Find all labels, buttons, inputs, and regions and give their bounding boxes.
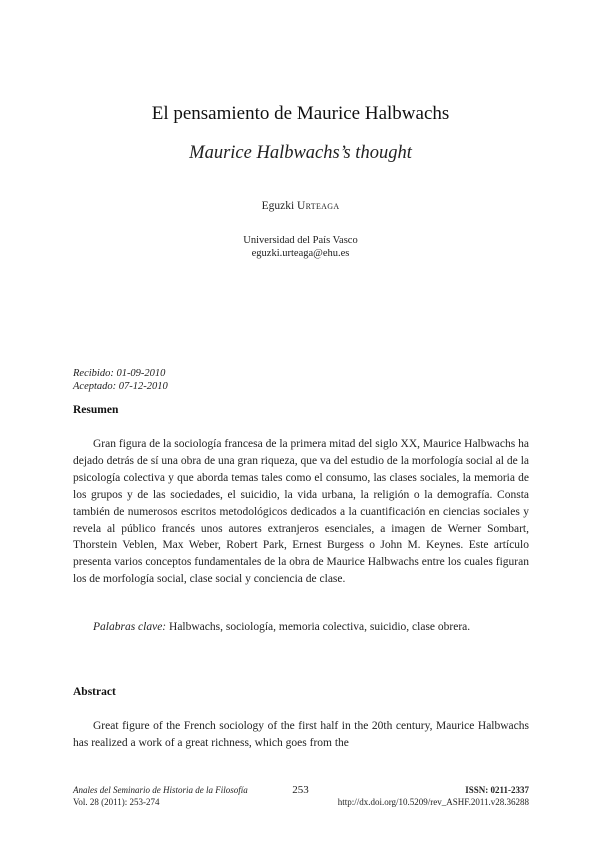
resumen-body: Gran figura de la sociología francesa de la primera mitad del siglo XX, Maurice Halbwachs ha dejado detrás de sí una obra de una gran riqueza, que va del estudio de la morfología social al de la psicología colectiva y que aborda temas tales como el consumo, las clases sociales, la memoria de los grupos y de las sociedades, el suicidio, la vida urbana, la religión o la demografía. Consta también de numerosos escritos metodológicos dedicados a la cuantificación en ciencias sociales y revela al público francés unos autores extranjeros esenciales, a imagen de Werner Sombart, Thorstein Veblen, Max Weber, Robert Park, Ernest Burgess o John M. Keynes. Este artículo presenta varios conceptos fundamentales de la obra de Maurice Halbwachs entre los cuales figuran los de morfología social, clase social y conciencia de clase. (73, 438, 529, 586)
received-date: Recibido: 01-09-2010 (73, 368, 166, 379)
abstract-heading: Abstract (73, 686, 116, 698)
author-first-name: Eguzki (261, 200, 295, 212)
affiliation: Universidad del País Vasco (243, 235, 358, 246)
article-title: El pensamiento de Maurice Halbwachs (151, 102, 450, 124)
keywords-list: Halbwachs, sociología, memoria colectiva, suicidio, clase obrera. (169, 621, 471, 633)
resumen-heading: Resumen (73, 404, 119, 416)
author-email[interactable]: eguzki.urteaga@ehu.es (251, 248, 350, 259)
article-subtitle: Maurice Halbwachs’s thought (189, 143, 412, 163)
journal-name: Anales del Seminario de Historia de la Filosofía (73, 785, 248, 795)
author-name (0, 200, 601, 212)
issn: ISSN: 0211-2337 (465, 785, 529, 795)
author-affiliation-block (0, 234, 601, 260)
abstract-body: Great figure of the French sociology of the first half in the 20th century, Maurice Halbwachs has realized a work of a great richness, which goes from the (73, 720, 529, 749)
accepted-date: Aceptado: 07-12-2010 (73, 381, 168, 392)
journal-volume: Vol. 28 (2011): 253-274 (73, 797, 160, 807)
author-last-name: Urteaga (297, 200, 340, 212)
page-number: 253 (292, 784, 309, 796)
footer-identifiers (338, 784, 529, 808)
keywords-paragraph (73, 619, 529, 636)
submission-dates (73, 367, 168, 393)
doi-link[interactable]: http://dx.doi.org/10.5209/rev_ASHF.2011.v28.36288 (337, 797, 529, 807)
keywords-label: Palabras clave: (93, 621, 167, 633)
